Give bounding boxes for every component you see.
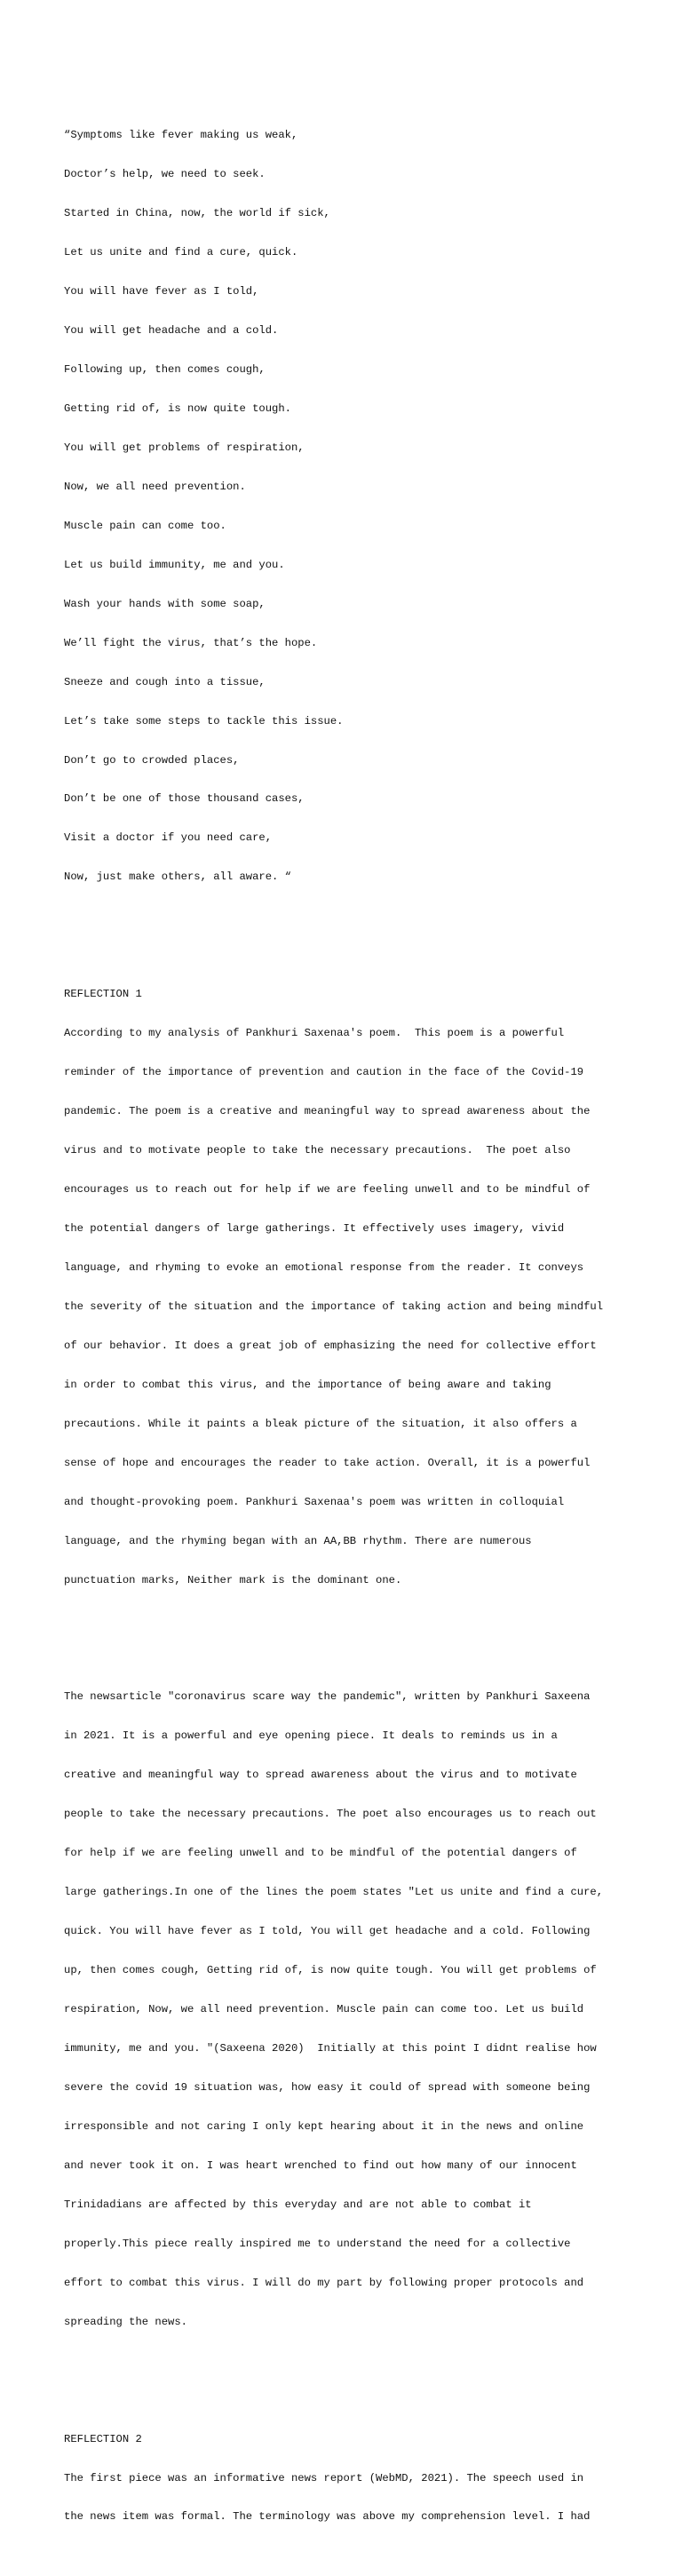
poem-line: Don’t be one of those thousand cases, (64, 792, 305, 806)
paragraph-line: pandemic. The poem is a creative and meaningful way to spread awareness about the (64, 1105, 591, 1118)
poem-line: Started in China, now, the world if sick, (64, 207, 330, 220)
paragraph-line: in 2021. It is a powerful and eye opening piece. It deals to reminds us in a (64, 1729, 558, 1743)
poem-line: “Symptoms like fever making us weak, (64, 129, 298, 142)
poem-line: Sneeze and cough into a tissue, (64, 675, 266, 688)
newsarticle-block (64, 1665, 632, 2355)
poem-line: You will have fever as I told, (64, 285, 259, 298)
paragraph-line: The newsarticle "coronavirus scare way the pandemic", written by Pankhuri Saxeena (64, 1690, 591, 1704)
poem-block (64, 103, 632, 910)
paragraph-line: encourages us to reach out for help if we are feeling unwell and to be mindful of (64, 1183, 591, 1197)
reflection-1-block (64, 962, 632, 1613)
poem-line: Doctor’s help, we need to seek. (64, 168, 266, 181)
paragraph-line: in order to combat this virus, and the importance of being aware and taking (64, 1378, 551, 1391)
paragraph-line: reminder of the importance of prevention and caution in the face of the Covid-19 (64, 1066, 584, 1079)
paragraph-line: people to take the necessary precautions. The poet also encourages us to reach out (64, 1808, 597, 1821)
paragraph-line: The first piece was an informative news report (WebMD, 2021). The speech used in (64, 2471, 584, 2485)
paragraph-line: the potential dangers of large gatherings. It effectively uses imagery, vivid (64, 1221, 565, 1235)
paragraph-line: virus and to motivate people to take the necessary precautions. The poet also (64, 1144, 571, 1157)
paragraph-line: up, then comes cough, Getting rid of, is now quite tough. You will get problems of (64, 1964, 597, 1977)
paragraph-line: and thought-provoking poem. Pankhuri Saxenaa's poem was written in colloquial (64, 1495, 565, 1508)
paragraph-line: quick. You will have fever as I told, You will get headache and a cold. Following (64, 1925, 591, 1938)
paragraph-line: and never took it on. I was heart wrenched to find out how many of our innocent (64, 2159, 577, 2172)
reflection-2-block (64, 2406, 632, 2549)
paragraph-line: Trinidadians are affected by this everyday and are not able to combat it (64, 2198, 532, 2211)
poem-line: We’ll fight the virus, that’s the hope. (64, 636, 318, 649)
poem-line: Let’s take some steps to tackle this issue. (64, 714, 344, 727)
poem-line: You will get headache and a cold. (64, 324, 279, 338)
paragraph-line: punctuation marks, Neither mark is the dominant one. (64, 1573, 402, 1586)
paragraph-line: language, and the rhyming began with an AA,BB rhythm. There are numerous (64, 1534, 532, 1547)
paragraph-line: According to my analysis of Pankhuri Saxenaa's poem. This poem is a powerful (64, 1027, 565, 1040)
paragraph-line: of our behavior. It does a great job of emphasizing the need for collective effort (64, 1339, 597, 1352)
poem-line: Wash your hands with some soap, (64, 597, 266, 610)
paragraph-line: the severity of the situation and the importance of taking action and being mindful (64, 1300, 604, 1313)
paragraph-line: large gatherings.In one of the lines the poem states "Let us unite and find a cure, (64, 1886, 604, 1899)
poem-line: Now, we all need prevention. (64, 480, 246, 493)
poem-line: Muscle pain can come too. (64, 519, 226, 532)
paragraph-line: immunity, me and you. "(Saxeena 2020) Initially at this point I didnt realise how (64, 2042, 597, 2055)
paragraph-line: language, and rhyming to evoke an emotional response from the reader. It conveys (64, 1260, 584, 1274)
paragraph-line: precautions. While it paints a bleak picture of the situation, it also offers a (64, 1417, 577, 1430)
paragraph-line: for help if we are feeling unwell and to be mindful of the potential dangers of (64, 1847, 577, 1860)
poem-line: Let us build immunity, me and you. (64, 558, 285, 571)
paragraph-line: properly.This piece really inspired me to understand the need for a collective (64, 2237, 571, 2250)
document-page (64, 64, 632, 2576)
paragraph-line: the news item was formal. The terminology was above my comprehension level. I had (64, 2510, 591, 2524)
poem-line: Getting rid of, is now quite tough. (64, 402, 291, 415)
paragraph-line: creative and meaningful way to spread awareness about the virus and to motivate (64, 1769, 577, 1782)
poem-line: Let us unite and find a cure, quick. (64, 246, 298, 259)
reflection-1-heading: REFLECTION 1 (64, 988, 142, 1001)
paragraph-line: effort to combat this virus. I will do my part by following proper protocols and (64, 2276, 584, 2289)
paragraph-line: respiration, Now, we all need prevention. Muscle pain can come too. Let us build (64, 2003, 584, 2016)
poem-line: You will get problems of respiration, (64, 441, 305, 454)
paragraph-line: severe the covid 19 situation was, how easy it could of spread with someone being (64, 2080, 591, 2094)
reflection-2-heading: REFLECTION 2 (64, 2432, 142, 2445)
paragraph-line: spreading the news. (64, 2315, 187, 2328)
poem-line: Don’t go to crowded places, (64, 753, 240, 767)
poem-line: Visit a doctor if you need care, (64, 831, 273, 845)
paragraph-line: irresponsible and not caring I only kept hearing about it in the news and online (64, 2119, 584, 2133)
poem-line: Now, just make others, all aware. “ (64, 871, 291, 884)
paragraph-line: sense of hope and encourages the reader to take action. Overall, it is a powerful (64, 1456, 591, 1469)
poem-line: Following up, then comes cough, (64, 363, 266, 376)
